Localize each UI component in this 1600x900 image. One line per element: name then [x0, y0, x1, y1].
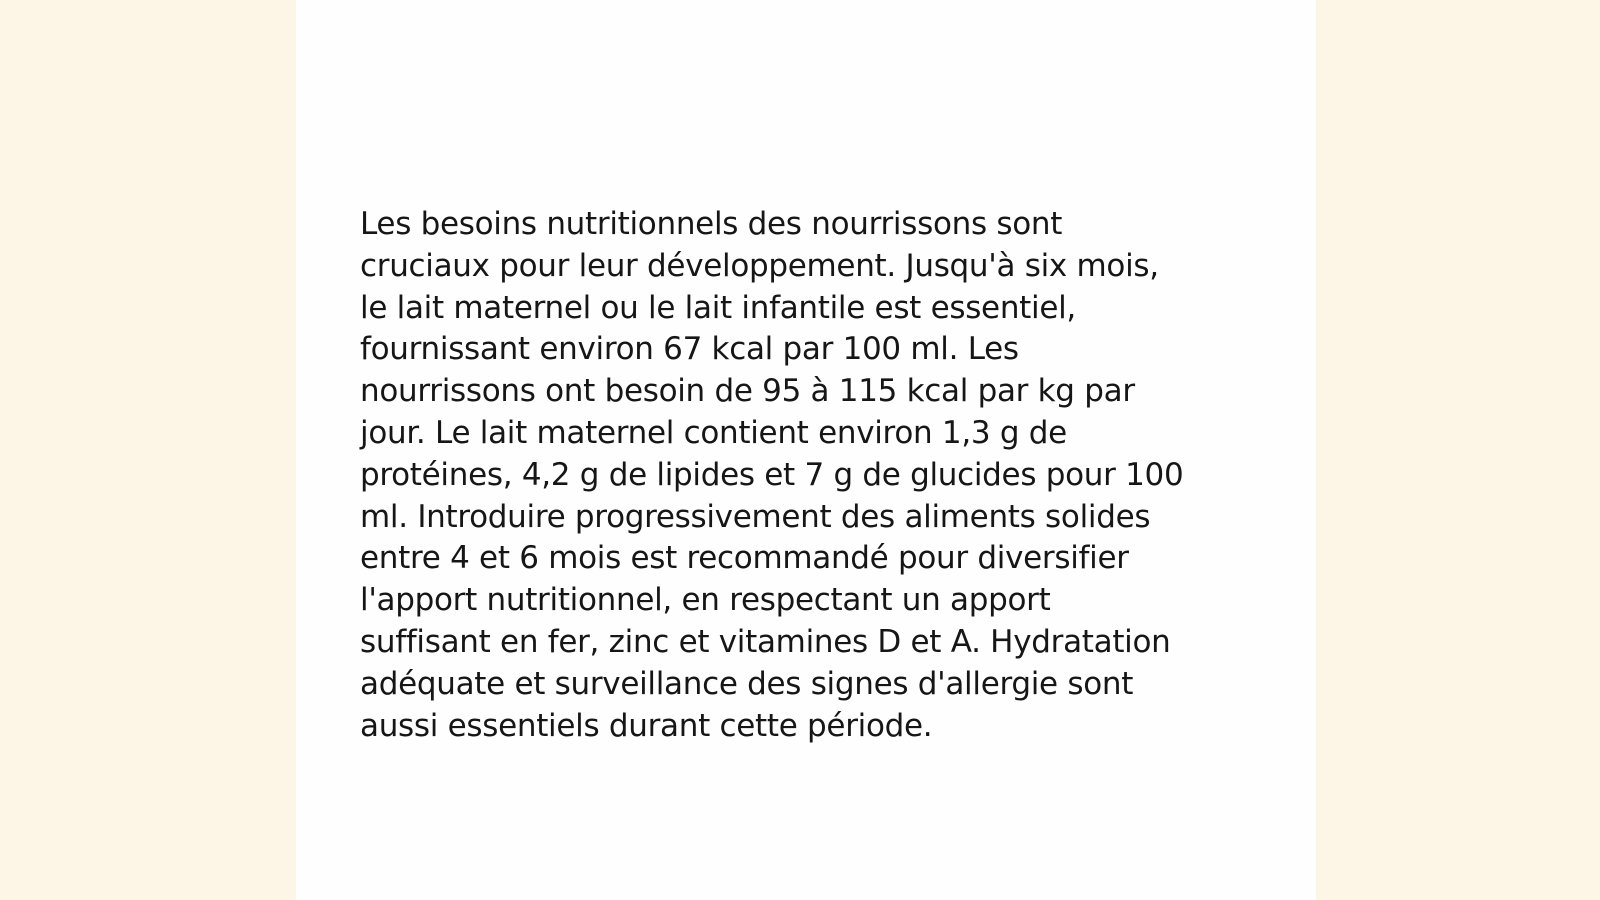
- paragraph-line: entre 4 et 6 mois est recommandé pour diversifier: [360, 540, 1129, 577]
- document-page: [296, 0, 1316, 900]
- paragraph-line: jour. Le lait maternel contient environ 1,3 g de: [360, 414, 1067, 451]
- paragraph-line: cruciaux pour leur développement. Jusqu'à six mois,: [360, 247, 1159, 284]
- paragraph-line: adéquate et surveillance des signes d'allergie sont: [360, 665, 1134, 702]
- paragraph-line: fournissant environ 67 kcal par 100 ml. Les: [360, 331, 1019, 368]
- paragraph-line: nourrissons ont besoin de 95 à 115 kcal par kg par: [360, 373, 1135, 410]
- body-paragraph: [360, 204, 1240, 747]
- paragraph-line: ml. Introduire progressivement des aliments solides: [360, 498, 1151, 535]
- paragraph-line: Les besoins nutritionnels des nourrissons sont: [360, 206, 1063, 242]
- paragraph-line: protéines, 4,2 g de lipides et 7 g de glucides pour 100: [360, 456, 1184, 493]
- paragraph-line: l'apport nutritionnel, en respectant un apport: [360, 582, 1051, 619]
- paragraph-line: suffisant en fer, zinc et vitamines D et A. Hydratation: [360, 623, 1171, 660]
- paragraph-line: le lait maternel ou le lait infantile est essentiel,: [360, 289, 1076, 326]
- paragraph-line: aussi essentiels durant cette période.: [360, 707, 933, 744]
